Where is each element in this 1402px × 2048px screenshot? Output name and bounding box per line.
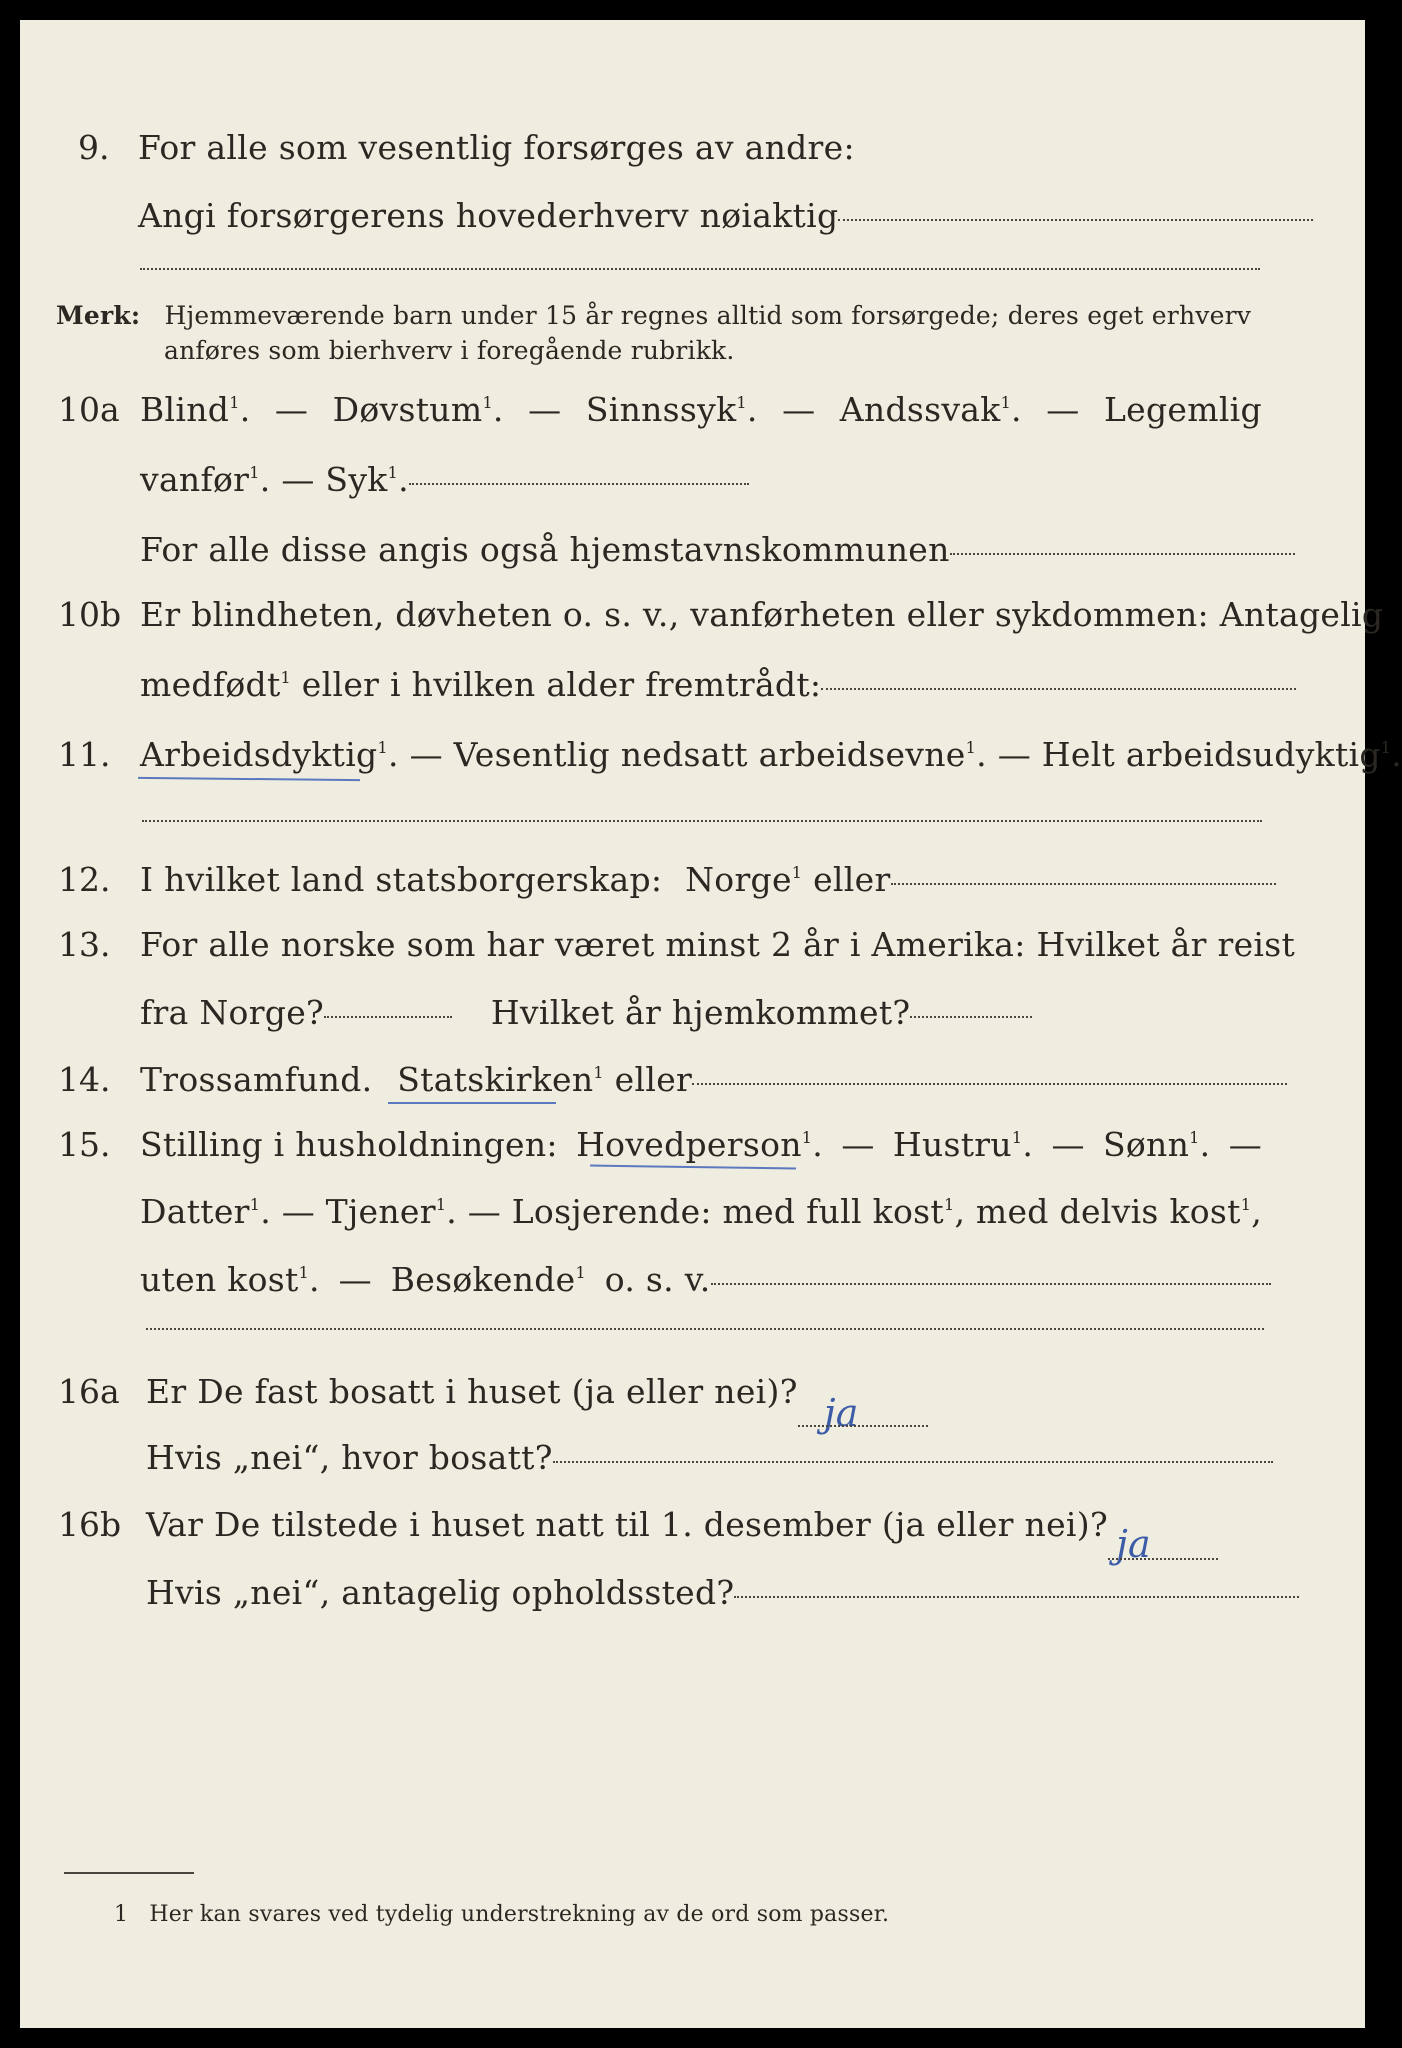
q10a-line1: [140, 390, 1262, 429]
q16b-text: Var De tilstede i huset natt til 1. desember (ja eller nei)?: [146, 1505, 1108, 1544]
q11-handwritten-underline: [138, 777, 360, 781]
footnote-text: Her kan svares ved tydelig understrekning av de ord som passer.: [149, 1902, 890, 1927]
q12-line: [140, 860, 1276, 899]
q10b-line1: Er blindheten, døvheten o. s. v., vanførheten eller sykdommen: Antagelig: [140, 595, 1384, 634]
q13-hjemkommet: Hvilket år hjemkommet?: [490, 993, 911, 1032]
q14-label: Trossamfund.: [140, 1060, 373, 1099]
q10b-option-medfodt[interactable]: medfødt$^1$: [140, 665, 291, 704]
q14-handwritten-underline: [388, 1102, 556, 1104]
q15-option-full-kost[interactable]: med full kost$^1$,: [722, 1192, 966, 1231]
q10a-dash: —: [782, 390, 816, 429]
q10a-line3: [140, 530, 1295, 569]
q16b-hvis: Hvis „nei“, antagelig opholdssted?: [146, 1573, 735, 1612]
q13-reist-field[interactable]: [324, 1016, 452, 1018]
q10b-line2-text: eller i hvilken alder fremtrådt:: [301, 665, 822, 704]
q14-number: 14.: [58, 1060, 111, 1099]
q10a-line3-text: For alle disse angis også hjemstavnskommunen: [140, 530, 950, 569]
q16b-line2: [146, 1573, 1299, 1612]
q15-line3: uten kost$^1$. — Besøkende$^1$ o. s. v.: [140, 1260, 1271, 1299]
q15-option-delvis-kost[interactable]: med delvis kost$^1$,: [975, 1192, 1262, 1231]
q15-osv: o. s. v.: [604, 1260, 711, 1299]
footnote-mark: 1: [114, 1902, 129, 1927]
q13-fra-norge: fra Norge?: [140, 993, 325, 1032]
q14-answer-field[interactable]: [692, 1083, 1287, 1085]
q10a-option-blind[interactable]: Blind$^1$.: [140, 390, 251, 429]
q16b-handwritten-answer: ja: [1115, 1522, 1151, 1566]
q15-option-hovedperson[interactable]: Hovedperson$^1$.: [576, 1125, 824, 1164]
q10b-number: 10b: [58, 595, 122, 634]
q10a-option-vanfor[interactable]: vanfør$^1$.: [140, 460, 271, 499]
census-form-page: [20, 20, 1402, 2028]
q10a-syk-field[interactable]: [409, 483, 749, 485]
q14-line: [140, 1060, 1287, 1099]
q15-option-hustru[interactable]: Hustru$^1$.: [892, 1125, 1034, 1164]
footnote: [114, 1902, 889, 1927]
q16a-line1: [146, 1372, 928, 1435]
q16a-text: Er De fast bosatt i huset (ja eller nei)?: [146, 1372, 798, 1411]
q15-option-tjener[interactable]: Tjener$^1$.: [325, 1192, 458, 1231]
q11-option-arbeidsdyktig[interactable]: Arbeidsdyktig$^1$.: [140, 735, 399, 774]
q10a-dash: —: [1046, 390, 1080, 429]
q11-line: Arbeidsdyktig$^1$. — Vesentlig nedsatt arbeidsevne$^1$. — Helt arbeidsudyktig$^1$.: [140, 735, 1402, 774]
q13-hjemkommet-field[interactable]: [910, 1016, 1032, 1018]
q10a-dash: —: [528, 390, 562, 429]
q13-line2: [140, 993, 1032, 1032]
q9-line2-text: Angi forsørgerens hovederhverv nøiaktig: [138, 196, 839, 235]
merk-line1: [56, 301, 1251, 330]
q15-answer-line[interactable]: [146, 1328, 1264, 1330]
q10a-option-legemlig[interactable]: Legemlig: [1103, 390, 1262, 429]
q12-eller: eller: [813, 860, 891, 899]
q16a-handwritten-answer: ja: [823, 1391, 859, 1435]
q16b-line1: [146, 1505, 1218, 1566]
q15-label: Stilling i husholdningen:: [140, 1125, 558, 1164]
merk-line2: anføres som bierhverv i foregående rubrikk.: [164, 336, 735, 365]
q12-text: I hvilket land statsborgerskap:: [140, 860, 663, 899]
q9-answer-field[interactable]: [838, 219, 1313, 221]
q16a-line2: [146, 1438, 1273, 1477]
q10b-answer-field[interactable]: [821, 688, 1296, 690]
q10a-line2: vanfør$^1$. — Syk$^1$.: [140, 460, 749, 499]
q16a-bosatt-field[interactable]: [553, 1461, 1273, 1463]
q15-line2: Datter$^1$. — Tjener$^1$. — Losjerende: med full kost$^1$, med delvis kost$^1$,: [140, 1192, 1262, 1231]
q15-answer-field[interactable]: [711, 1283, 1271, 1285]
q13-line1: For alle norske som har været minst 2 år i Amerika: Hvilket år reist: [140, 925, 1296, 964]
merk-label: Merk:: [56, 301, 141, 330]
q15-option-datter[interactable]: Datter$^1$.: [140, 1192, 272, 1231]
q14-eller: eller: [614, 1060, 693, 1099]
q11-number: 11.: [58, 735, 111, 774]
q10a-option-dovstum[interactable]: Døvstum$^1$.: [332, 390, 504, 429]
q12-number: 12.: [58, 860, 111, 899]
q10a-number: 10a: [58, 390, 120, 429]
q16a-hvis: Hvis „nei“, hvor bosatt?: [146, 1438, 553, 1477]
q15-option-sonn[interactable]: Sønn$^1$.: [1102, 1125, 1211, 1164]
q11-option-nedsatt[interactable]: Vesentlig nedsatt arbeidsevne$^1$.: [453, 735, 987, 774]
q9-answer-line[interactable]: [140, 268, 1260, 270]
q9-number: 9.: [78, 128, 110, 167]
q13-number: 13.: [58, 925, 111, 964]
q15-line1: Stilling i husholdningen: Hovedperson$^1$. — Hustru$^1$. — Sønn$^1$. —: [140, 1125, 1262, 1164]
footnote-rule: [64, 1872, 194, 1874]
q10a-dash: —: [274, 390, 309, 429]
q10a-option-andssvak[interactable]: Andssvak$^1$.: [839, 390, 1022, 429]
q15-option-uten-kost[interactable]: uten kost$^1$.: [140, 1260, 320, 1299]
q12-option-norge[interactable]: Norge$^1$: [685, 860, 803, 899]
q14-option-statskirken[interactable]: Statskirken$^1$: [397, 1060, 604, 1099]
q10a-option-sinnssyk[interactable]: Sinnssyk$^1$.: [585, 390, 758, 429]
q9-line1: For alle som vesentlig forsørges av andre:: [138, 128, 855, 167]
q11-answer-line[interactable]: [142, 820, 1262, 822]
q15-handwritten-underline: [590, 1165, 796, 1170]
merk-text1: Hjemmeværende barn under 15 år regnes alltid som forsørgede; deres eget erhverv: [164, 301, 1252, 330]
q15-option-besokende[interactable]: Besøkende$^1$: [390, 1260, 586, 1299]
q16a-number: 16a: [58, 1372, 120, 1411]
q10a-option-syk[interactable]: Syk$^1$.: [325, 460, 409, 499]
q10a-hjemstavn-field[interactable]: [950, 553, 1295, 555]
q16b-oppholdssted-field[interactable]: [734, 1596, 1299, 1598]
q11-option-udyktig[interactable]: Helt arbeidsudyktig$^1$.: [1041, 735, 1402, 774]
q15-losjerende: Losjerende:: [511, 1192, 712, 1231]
q9-line2: [138, 196, 1313, 235]
q16b-number: 16b: [58, 1505, 122, 1544]
q10b-line2: [140, 665, 1296, 704]
q12-answer-field[interactable]: [891, 883, 1276, 885]
q15-number: 15.: [58, 1125, 111, 1164]
